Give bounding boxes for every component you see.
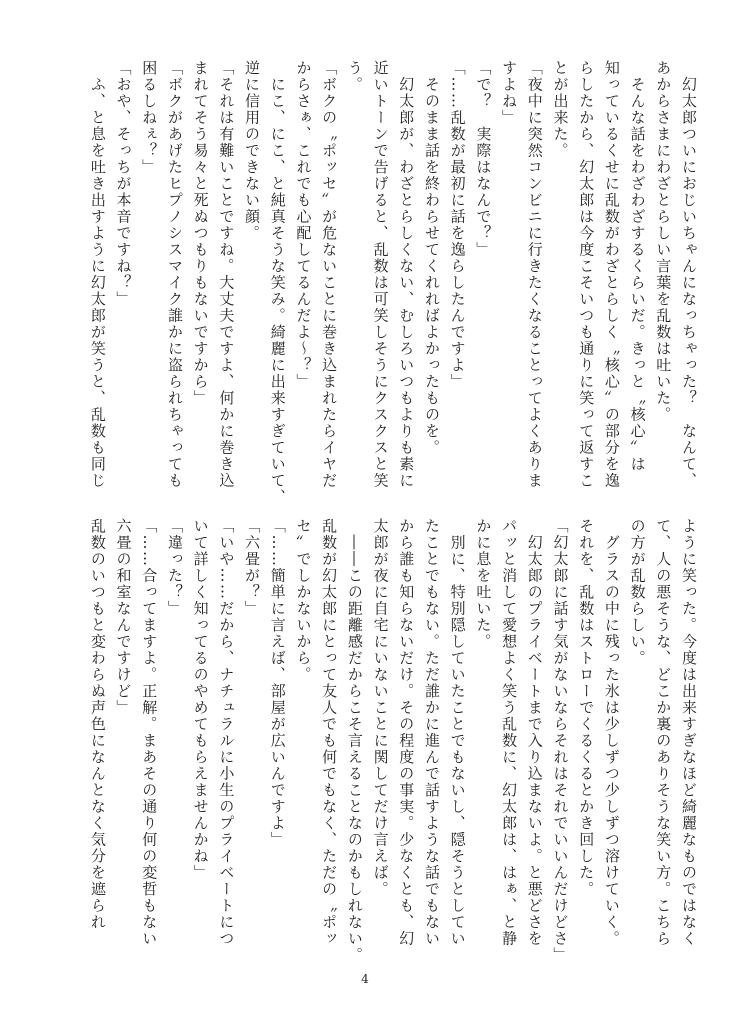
text-line: それを、乱数はストローでくるくるとかき回した。 [577,518,596,898]
text-line: いて詳しく知ってるのやめてもらえませんかね」 [191,518,210,881]
text-line: 「……乱数が最初に話を逸らしたんですよ」 [448,60,467,390]
text-line: 乱数が幻太郎にとって友人でも何でもなく、ただの〝ポッ [320,518,339,947]
text-line: ふ、と息を吐き出すように幻太郎が笑うと、乱数も同じ [88,60,107,489]
text-line: 六畳の和室なんですけど」 [114,518,133,716]
text-line: セ〟でしかないから。 [294,518,313,683]
text-line: まれてそう易々と死ぬつもりもないですから」 [191,60,210,407]
text-line: 「幻太郎に話す気がないならそれはそれでいいんだけどさ」 [551,518,570,964]
text-line: 乱数のいつもと変わらぬ声色になんとなく気分を遮られ [88,518,107,931]
bottom-text-block [84,518,701,964]
text-line: 困るしねぇ？」 [140,60,159,176]
text-line: 幻太郎ついにおじいちゃんになっちゃった？ なんて、 [680,60,698,489]
text-line: て、人の悪そうな、どこか裏のありそうな笑い方。こちら [654,518,673,947]
text-line: たことでもない。ただ誰かに進んで話すような話でもない [422,518,441,947]
text-line: からさぁ、これでも心配してるんだよ～？」 [294,60,313,390]
text-line: から誰も知らないだけ。その程度の事実。少なくとも、幻 [397,518,416,947]
text-line: 近いトーンで告げると、乱数は可笑しそうにクスクスと笑 [371,60,390,489]
text-line: 幻太郎が、わざとらしくない、むしろいつもよりも素に [397,60,416,489]
text-line: の方が乱数らしい。 [628,518,647,667]
text-line: 逆に信用のできない顔。 [243,60,262,242]
text-line: 別に、特別隠していたことでもないし、隠そうとしてい [448,518,467,947]
text-line: そのまま話を終わらせてくれればよかったものを。 [422,60,441,456]
text-line: 「それは有難いことですね。大丈夫ですよ、何かに巻き込 [217,60,236,489]
text-line: 「ボクがあげたヒプノシスマイク誰かに盗られちゃっても [165,60,184,489]
text-line: 「夜中に突然コンビニに行きたくなることってよくありま [525,60,544,489]
text-line: 「おや、そっちが本音ですね？」 [114,60,133,308]
page-number: 4 [361,972,369,986]
text-line: パッと消して愛想よく笑う乱数に、幻太郎は、はぁ、と静 [500,518,519,947]
text-line: かに息を吐いた。 [474,518,493,650]
text-line: 「いや……だから、ナチュラルに小生のプライベートにつ [217,518,236,947]
text-line: とが出来た。 [551,60,570,159]
text-line: グラスの中に残った氷は少しずつ少しずつ溶けていく。 [602,518,621,947]
text-line: ように笑った。今度は出来すぎなほど綺麗なものではなく [680,518,698,947]
text-line: すよね」 [500,60,519,126]
text-line: 幻太郎のプライベートまで入り込まないよ。と悪どさを [525,518,544,947]
text-line: 「で？ 実際はなんで？」 [474,60,493,258]
text-line: 「……合ってますよ。正解。まあその通り何の変哲もない [140,518,159,947]
text-line: 「ボクの〝ポッセ〟が危ないことに巻き込まれたらイヤだ [320,60,339,489]
top-text-block [84,60,701,506]
text-line: あからさまにわざとらしい言葉を乱数は吐いた。 [654,60,673,423]
text-line: 「……簡単に言えば、部屋が広いんですよ」 [268,518,287,848]
text-line: らしたから、幻太郎は今度こそいつも通りに笑って返すこ [577,60,596,489]
text-line: 「六畳が？」 [243,518,262,617]
text-line: 「違った？」 [165,518,184,617]
text-line: 太郎が夜に自宅にいないことに関してだけ言えば。 [371,518,390,898]
text-line: そんな話をわざわざするくらいだ。きっと〝核心〟は [628,60,647,473]
text-line: う。 [345,60,364,93]
text-line: ――この距離感だからこそ言えることなのかもしれない。 [345,518,364,964]
text-line: 知っているくせに乱数がわざとらしく〝核心〟の部分を逸 [602,60,621,489]
text-line: にこ、にこ、と純真そうな笑み。綺麗に出来すぎていて、 [268,60,287,506]
